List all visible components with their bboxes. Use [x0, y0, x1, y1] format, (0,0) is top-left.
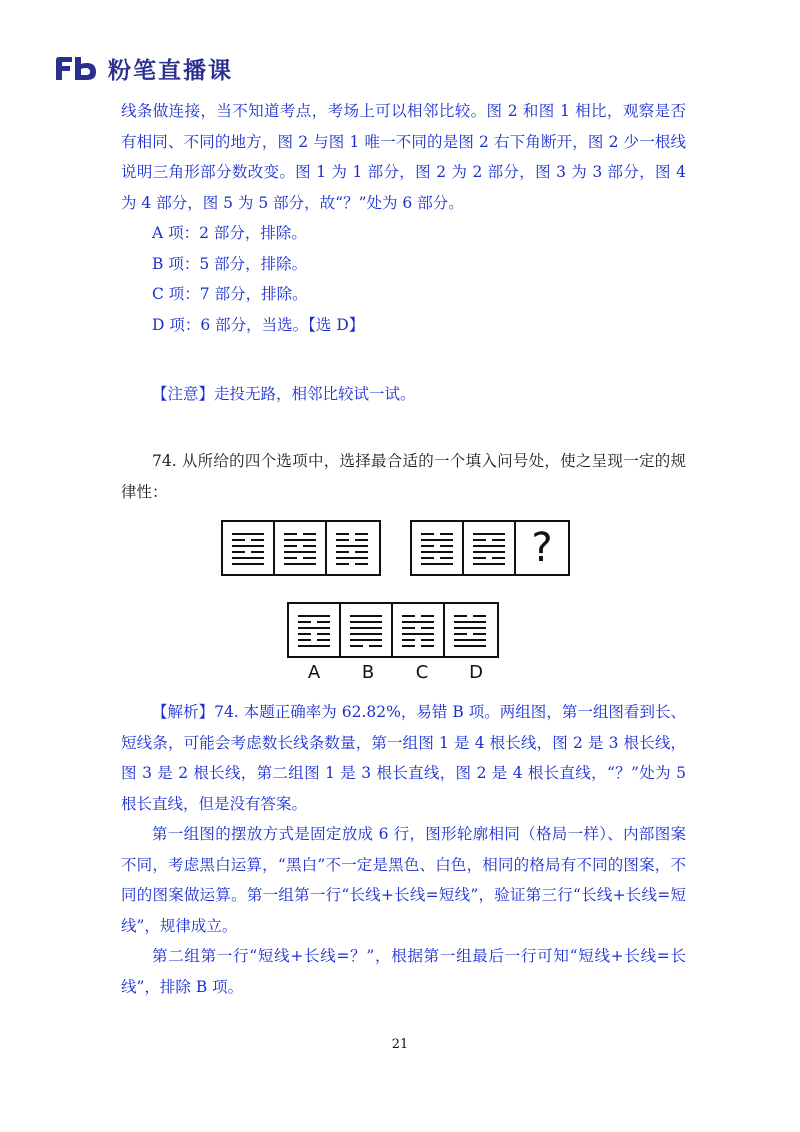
short-line — [492, 539, 505, 541]
long-line — [232, 533, 264, 535]
group1-figure-2 — [275, 522, 327, 574]
page-number: 21 — [391, 1037, 409, 1052]
short-line — [421, 545, 434, 547]
option-b-figure[interactable] — [341, 604, 393, 656]
long-line — [350, 615, 382, 617]
short-line — [402, 627, 415, 629]
logo-text: 粉笔直播课 — [108, 57, 233, 84]
short-line — [473, 557, 486, 559]
short-line — [336, 563, 349, 565]
short-line — [355, 563, 368, 565]
fb-logo-icon — [52, 54, 102, 82]
short-line — [421, 615, 434, 617]
answer-options — [287, 602, 499, 658]
long-line — [298, 627, 330, 629]
option-label-b[interactable]: B — [361, 662, 375, 683]
group2-figure-2 — [464, 522, 516, 574]
explanation-73 — [121, 96, 686, 340]
long-line — [232, 557, 264, 559]
short-line — [492, 557, 505, 559]
short-line — [421, 627, 434, 629]
short-line — [284, 545, 297, 547]
group2-question-cell — [516, 522, 568, 574]
short-line — [473, 615, 486, 617]
header — [52, 52, 233, 84]
option-analysis-b: B 项：5 部分，排除。 — [152, 254, 308, 273]
short-line — [454, 615, 467, 617]
short-line — [355, 539, 368, 541]
long-line — [350, 621, 382, 623]
long-line — [284, 563, 316, 565]
long-line — [421, 551, 453, 553]
short-line — [421, 639, 434, 641]
long-line — [298, 615, 330, 617]
short-line — [421, 645, 434, 647]
short-line — [298, 639, 311, 641]
short-line — [298, 621, 311, 623]
long-line — [473, 563, 505, 565]
short-line — [440, 545, 453, 547]
short-line — [421, 533, 434, 535]
long-line — [336, 545, 368, 547]
short-line — [355, 551, 368, 553]
short-line — [303, 557, 316, 559]
long-line — [473, 533, 505, 535]
long-line — [454, 639, 486, 641]
figure-group-2 — [410, 520, 570, 576]
short-line — [317, 633, 330, 635]
long-line — [232, 545, 264, 547]
short-line — [251, 539, 264, 541]
long-line — [473, 551, 505, 553]
long-line — [454, 645, 486, 647]
note — [121, 379, 686, 410]
option-analysis-d: D 项：6 部分，当选。【选 D】 — [152, 315, 365, 334]
explanation-74-p1: 【解析】74. 本题正确率为 62.82%，易错 B 项。两组图，第一组图看到长、短线条，可能会考虑数长线条数量，第一组图 1 是 4 根长线，图 2 是 3 根长线，图 3 是 2 根长线，第二组图 1 是 3 根长直线，图 2 是 4 根长直线，“？”处为 5 根长直线，但是没有答案。 — [121, 703, 686, 813]
long-line — [454, 627, 486, 629]
short-line — [251, 551, 264, 553]
long-line — [350, 627, 382, 629]
long-line — [284, 551, 316, 553]
short-line — [454, 633, 467, 635]
explanation-74-p3: 第二组第一行“短线+长线=？”，根据第一组最后一行可知“短线+长线=长线”，排除 B 项。 — [121, 947, 686, 996]
short-line — [284, 533, 297, 535]
long-line — [454, 621, 486, 623]
explanation-73-paragraph: 线条做连接，当不知道考点，考场上可以相邻比较。图 2 和图 1 相比，观察是否有相同、不同的地方，图 2 与图 1 唯一不同的是图 2 右下角断开，图 2 少一根线说明三角形部分数改变。图 1 为 1 部分，图 2 为 2 部分，图 3 为 3 部分，图 4 为 4 部分，图 5 为 5 部分，故“？”处为 6 部分。 — [121, 102, 686, 212]
short-line — [440, 557, 453, 559]
option-c-figure[interactable] — [393, 604, 445, 656]
short-line — [402, 645, 415, 647]
short-line — [336, 551, 349, 553]
short-line — [317, 621, 330, 623]
question-74 — [121, 446, 686, 507]
short-line — [402, 639, 415, 641]
long-line — [350, 639, 382, 641]
option-a-figure[interactable] — [289, 604, 341, 656]
group1-figure-1 — [223, 522, 275, 574]
short-line — [232, 539, 245, 541]
explanation-74 — [121, 697, 686, 1002]
short-line — [232, 551, 245, 553]
short-line — [336, 533, 349, 535]
question-mark: ? — [531, 525, 553, 571]
long-line — [284, 539, 316, 541]
short-line — [473, 539, 486, 541]
short-line — [355, 533, 368, 535]
short-line — [298, 633, 311, 635]
option-analysis-c: C 项：7 部分，排除。 — [152, 285, 308, 303]
long-line — [473, 545, 505, 547]
long-line — [421, 563, 453, 565]
option-label-a[interactable]: A — [307, 662, 321, 683]
short-line — [440, 533, 453, 535]
long-line — [232, 563, 264, 565]
short-line — [284, 557, 297, 559]
short-line — [336, 539, 349, 541]
figure-group-1 — [221, 520, 381, 576]
option-label-c[interactable]: C — [415, 662, 429, 683]
long-line — [402, 621, 434, 623]
long-line — [336, 557, 368, 559]
short-line — [402, 615, 415, 617]
group2-figure-1 — [412, 522, 464, 574]
short-line — [303, 545, 316, 547]
short-line — [317, 639, 330, 641]
short-line — [473, 633, 486, 635]
option-d-figure[interactable] — [445, 604, 497, 656]
long-line — [421, 539, 453, 541]
short-line — [350, 645, 363, 647]
short-line — [369, 645, 382, 647]
note-text: 【注意】走投无路，相邻比较试一试。 — [152, 385, 416, 403]
short-line — [303, 533, 316, 535]
option-label-d[interactable]: D — [469, 662, 483, 683]
question-74-text: 74. 从所给的四个选项中，选择最合适的一个填入问号处，使之呈现一定的规律性： — [121, 452, 686, 501]
long-line — [298, 645, 330, 647]
explanation-74-p2: 第一组图的摆放方式是固定放成 6 行，图形轮廓相同（格局一样）、内部图案不同，考虑黑白运算，“黑白”不一定是黑色、白色，相同的格局有不同的图案，不同的图案做运算。第一组第一行“长线+长线=短线”，验证第三行“长线+长线=短线”，规律成立。 — [121, 825, 686, 935]
option-labels — [287, 662, 503, 683]
short-line — [421, 557, 434, 559]
long-line — [402, 633, 434, 635]
group1-figure-3 — [327, 522, 379, 574]
long-line — [350, 633, 382, 635]
option-analysis-a: A 项：2 部分，排除。 — [152, 224, 307, 242]
